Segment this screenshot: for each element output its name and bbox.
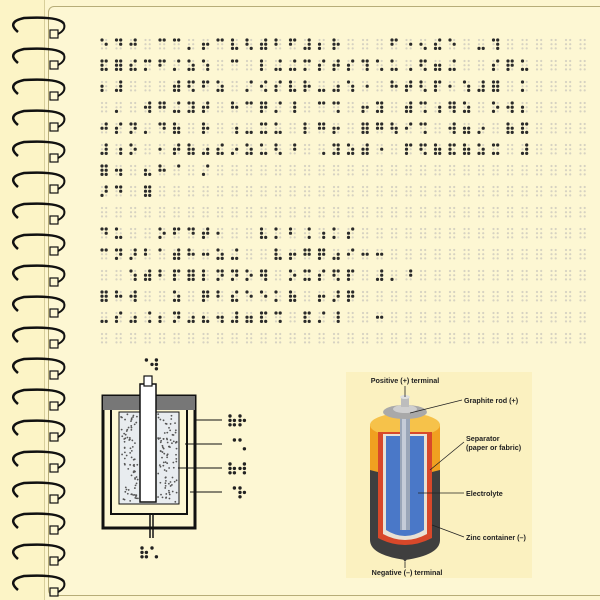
label-graphite-rod: Graphite rod (+)	[464, 396, 519, 405]
braille-line	[100, 311, 585, 323]
label-zinc-container: Zinc container (–)	[466, 533, 526, 542]
braille-line	[100, 38, 585, 50]
spiral-ring	[13, 390, 64, 410]
spiral-ring	[13, 421, 64, 441]
tactile-battery-diagram	[103, 376, 222, 538]
label-separator-detail: (paper or fabric)	[466, 443, 522, 452]
spiral-ring	[13, 545, 64, 565]
spiral-ring	[13, 514, 64, 534]
spiral-ring	[13, 204, 64, 224]
label-positive-terminal: Positive (+) terminal	[370, 376, 440, 385]
braille-line	[100, 227, 585, 239]
tactile-braille-label	[140, 546, 158, 558]
label-electrolyte: Electrolyte	[466, 489, 503, 498]
spiral-ring	[13, 49, 64, 69]
spiral-ring	[13, 235, 64, 255]
braille-line	[101, 333, 586, 344]
braille-line	[100, 143, 585, 155]
spiral-ring	[13, 80, 64, 100]
braille-line	[100, 59, 585, 71]
braille-line	[100, 122, 585, 134]
spiral-ring	[13, 142, 64, 162]
spiral-ring	[13, 359, 64, 379]
braille-line	[100, 248, 585, 260]
braille-line	[101, 101, 586, 113]
tactile-braille-label	[145, 358, 158, 370]
spiral-binding	[13, 18, 64, 596]
braille-text-block	[100, 38, 585, 343]
spiral-ring	[13, 173, 64, 193]
spiral-ring	[13, 452, 64, 472]
spiral-ring	[13, 483, 64, 503]
label-negative-terminal: Negative (–) terminal	[371, 568, 443, 577]
braille-line	[100, 164, 585, 176]
tactile-braille-label	[228, 462, 246, 474]
spiral-ring	[13, 576, 64, 596]
tactile-braille-label	[233, 486, 246, 498]
spiral-ring	[13, 297, 64, 317]
spiral-ring	[13, 328, 64, 348]
braille-line	[100, 185, 585, 197]
tactile-braille-label	[228, 414, 246, 426]
braille-line	[101, 269, 586, 281]
braille-line	[101, 207, 586, 218]
tactile-braille-label	[233, 438, 246, 450]
spiral-ring	[13, 266, 64, 286]
spiral-ring	[13, 111, 64, 131]
braille-line	[100, 290, 585, 302]
spiral-ring	[13, 18, 64, 38]
label-separator: Separator	[466, 434, 500, 443]
braille-line	[100, 80, 585, 92]
